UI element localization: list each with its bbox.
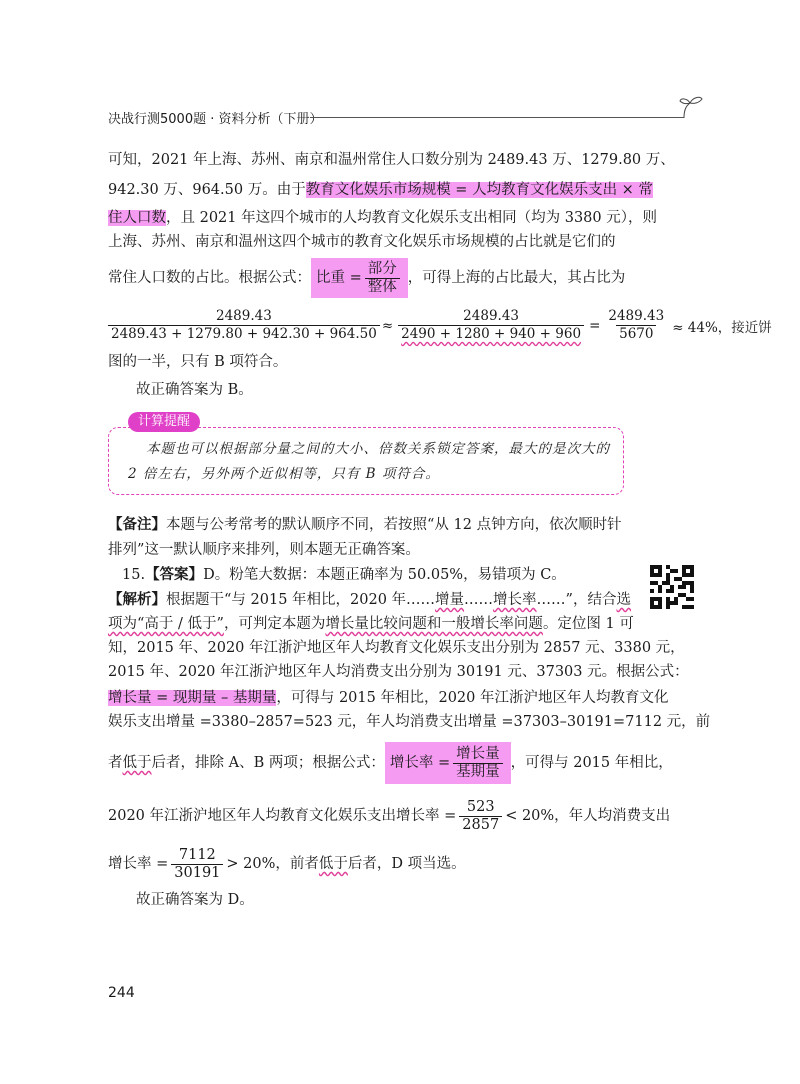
page-number: 244 (108, 985, 135, 1001)
keyword: 低于 (318, 856, 348, 872)
analysis-line (108, 590, 631, 610)
fraction-denominator: 2857 (459, 816, 502, 834)
question-number: 15. (122, 567, 146, 583)
text: …… (464, 592, 494, 608)
text: 者 (108, 755, 123, 771)
formula-label: 增长率 = (389, 755, 451, 771)
tip-line: 本题也可以根据部分量之间的大小、倍数关系锁定答案，最大的是次大的 (146, 441, 610, 457)
text: 后者，D 项当选。 (347, 856, 466, 872)
analysis-line (108, 797, 670, 835)
header-rule (310, 117, 684, 118)
text: ，可得上海的占比最大，其占比为 (407, 270, 626, 286)
fraction-denominator: 2489.43 + 1279.80 + 942.30 + 964.50 (108, 325, 380, 343)
fraction-numerator: 2489.43 (463, 308, 519, 324)
growth-rate-formula (385, 742, 511, 784)
qr-code[interactable] (650, 565, 694, 609)
text: 增长率 = (108, 856, 169, 872)
analysis-line (108, 614, 634, 634)
analysis-line (108, 742, 673, 784)
text: ……”，结合 (536, 592, 617, 608)
analysis-line (108, 845, 466, 883)
text: 后者，排除 A、B 两项；根据公式： (151, 755, 385, 771)
text: 942.30 万、964.50 万。由于 (108, 182, 306, 198)
answer-line: 故正确答案为 B。 (136, 382, 253, 398)
paragraph-line (108, 258, 625, 298)
equal-sign: = (589, 317, 601, 334)
formula-label: 比重 = (316, 270, 362, 286)
analysis-line: 娱乐支出增量 =3380–2857=523 元，年人均消费支出增量 =37303–30191=7112 元，前 (108, 714, 711, 730)
fraction-denominator: 5670 (616, 325, 656, 343)
analysis-line: 2015 年、2020 年江浙沪地区年人均消费支出分别为 30191 元、37303 元。根据公式： (108, 664, 689, 680)
formula-denominator: 整体 (365, 278, 400, 296)
text: 本题与公考常考的默认顺序不同，若按照“从 12 点钟方向，依次顺时针 (166, 517, 622, 533)
text: 根据题干“与 2015 年相比，2020 年…… (166, 592, 436, 608)
formula-numerator: 增长量 (456, 745, 500, 762)
proportion-formula (311, 258, 408, 298)
fraction-numerator: 2489.43 (215, 308, 272, 324)
formula-highlight: 增长量 = 现期量 – 基期量 (108, 690, 277, 706)
analysis-line (108, 688, 668, 708)
calc-result: ≈ 44%，接近饼 (672, 319, 772, 336)
formula-highlight: 住人口数 (108, 210, 166, 226)
text: ，可判定本题为 (223, 616, 326, 632)
text: 。定位图 1 可 (542, 616, 634, 632)
paragraph-line: 上海、苏州、南京和温州这四个城市的教育文化娱乐市场规模的占比就是它们的 (108, 234, 616, 250)
note-line: 排列”这一默认顺序来排列，则本题无正确答案。 (108, 542, 420, 558)
text: 2020 年江浙沪地区年人均教育文化娱乐支出增长率 = (108, 808, 457, 824)
fraction-numerator: 7112 (178, 846, 216, 863)
fraction-denominator: 30191 (171, 864, 223, 882)
analysis-line: 知，2015 年、2020 年江浙沪地区年人均教育文化娱乐支出分别为 2857 元、3380 元， (108, 640, 685, 656)
analysis-tag: 【解析】 (108, 592, 166, 608)
text: ，可得与 2015 年相比， (510, 755, 673, 771)
tip-label: 计算提醒 (128, 412, 200, 432)
formula-highlight: 教育文化娱乐市场规模 = 人均教育文化娱乐支出 × 常 (305, 182, 653, 198)
text: ，可得与 2015 年相比，2020 年江浙沪地区年人均教育文化 (276, 690, 669, 706)
text: ，且 2021 年这四个城市的人均教育文化娱乐支出相同（均为 3380 元），则 (166, 210, 657, 226)
fraction-numerator: 2489.43 (608, 308, 665, 324)
formula-numerator: 部分 (367, 260, 397, 277)
text: 常住人口数的占比。根据公式： (108, 270, 311, 286)
fraction-numerator: 523 (466, 798, 495, 815)
text: > 20%，前者 (226, 856, 319, 872)
paragraph-line: 图的一半，只有 B 项符合。 (108, 354, 288, 370)
paragraph-line: 可知，2021 年上海、苏州、南京和温州常住人口数分别为 2489.43 万、1279.80 万、 (108, 152, 675, 168)
approx-sign: ≈ (381, 317, 394, 334)
keyword: 增量 (435, 592, 465, 608)
paragraph-line (108, 180, 653, 200)
keyword: 增长率 (493, 592, 537, 608)
calculation-line (108, 308, 772, 343)
text: D。粉笔大数据：本题正确率为 50.05%，易错项为 C。 (203, 567, 566, 583)
answer-line (122, 565, 566, 585)
keyword: 增长量比较问题和一般增长率问题 (325, 616, 543, 632)
keyword: 选 (616, 592, 631, 608)
keyword: 项为“高于 / 低于” (108, 616, 224, 632)
sprout-icon (678, 92, 704, 122)
text: < 20%，年人均消费支出 (505, 808, 671, 824)
answer-line: 故正确答案为 D。 (136, 892, 254, 908)
note-tag: 【备注】 (108, 517, 166, 533)
fraction-denominator: 2490 + 1280 + 940 + 960 (398, 325, 584, 343)
note-line (108, 515, 622, 535)
running-header: 决战行测5000题 · 资料分析（下册） (108, 112, 323, 127)
keyword: 低于 (122, 755, 152, 771)
answer-tag: 【答案】 (145, 567, 204, 583)
paragraph-line (108, 208, 657, 228)
tip-line: 2 倍左右，另外两个近似相等，只有 B 项符合。 (128, 466, 440, 482)
formula-denominator: 基期量 (453, 763, 503, 781)
